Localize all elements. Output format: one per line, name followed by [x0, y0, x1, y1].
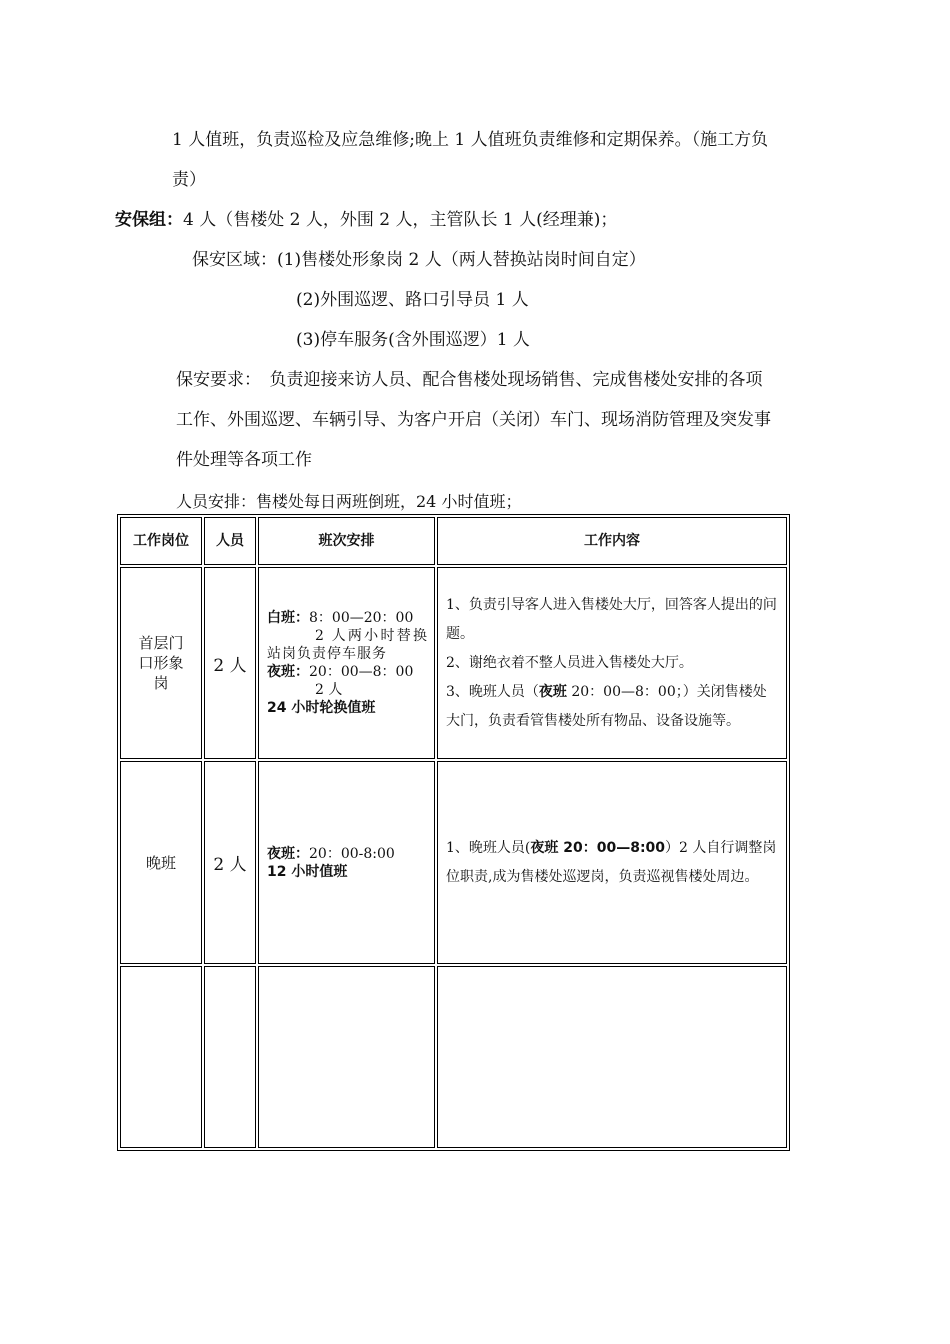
shift-summary: 12 小时值班 — [267, 863, 348, 880]
count-cell: 2 人 — [204, 761, 256, 964]
work-item: 1、负责引导客人进入售楼处大厅，回答客人提出的问题。 — [446, 596, 777, 642]
shift-summary: 24 小时轮换值班 — [267, 700, 376, 716]
post-cell: 首层门口形象岗 — [120, 567, 202, 759]
staffing-line: 人员安排：售楼处每日两班倒班，24 小时值班； — [176, 492, 522, 511]
schedule-table — [117, 514, 790, 1151]
shift-cell — [258, 567, 435, 759]
security-requirement-line-1: 保安要求： 负责迎接来访人员、配合售楼处现场销售、完成售楼处安排的各项 — [176, 370, 763, 390]
shift-cell — [258, 761, 435, 964]
header-count: 人员 — [204, 517, 256, 565]
security-requirement-line-3: 件处理等各项工作 — [176, 450, 312, 470]
security-area-line-3: (3)停车服务(含外围巡逻）1 人 — [296, 330, 530, 350]
work-item: 3、晚班人员（夜班 20：00—8：00；）关闭售楼处大门，负责看管售楼处所有物品、设备设施等。 — [446, 683, 767, 729]
security-group-label: 安保组： — [115, 210, 183, 230]
count-cell — [204, 966, 256, 1148]
night-shift-label: 夜班： — [267, 664, 309, 680]
work-cell — [437, 761, 787, 964]
night-shift-time: 20：00-8:00 — [309, 845, 395, 862]
night-shift-note: 2 人 — [315, 682, 343, 698]
table-row-empty — [120, 966, 787, 1148]
work-item: 1、晚班人员(夜班 20：00—8:00）2 人自行调整岗位职责,成为售楼处巡逻岗，负责巡视售楼处周边。 — [446, 839, 777, 885]
post-cell: 晚班 — [120, 761, 202, 964]
day-shift-time: 8：00—20：00 — [309, 610, 414, 626]
work-item: 2、谢绝衣着不整人员进入售楼处大厅。 — [446, 654, 693, 671]
header-post: 工作岗位 — [120, 517, 202, 565]
security-area-line-2: (2)外围巡逻、路口引导员 1 人 — [296, 290, 529, 310]
paragraph-line: 1 人值班，负责巡检及应急维修;晚上 1 人值班负责维修和定期保养。（施工方负 — [172, 130, 769, 150]
count-cell: 2 人 — [204, 567, 256, 759]
security-group-line — [115, 208, 617, 232]
security-area-line-1: 保安区域：(1)售楼处形象岗 2 人（两人替换站岗时间自定） — [192, 250, 646, 270]
security-group-text: 4 人（售楼处 2 人，外围 2 人，主管队长 1 人(经理兼)； — [183, 210, 618, 230]
work-cell — [437, 966, 787, 1148]
header-work: 工作内容 — [437, 517, 787, 565]
table-row — [120, 567, 787, 759]
work-cell — [437, 567, 787, 759]
shift-cell — [258, 966, 435, 1148]
post-cell — [120, 966, 202, 1148]
day-shift-label: 白班： — [267, 610, 309, 626]
paragraph-line: 责） — [172, 170, 206, 190]
security-requirement-line-2: 工作、外围巡逻、车辆引导、为客户开启（关闭）车门、现场消防管理及突发事 — [176, 410, 771, 430]
night-shift-time: 20：00—8：00 — [309, 664, 414, 680]
table-header-row — [120, 517, 787, 565]
night-shift-label: 夜班： — [267, 845, 309, 862]
table-row — [120, 761, 787, 964]
header-shift: 班次安排 — [258, 517, 435, 565]
day-shift-note: 2 人两小时替换站岗负责停车服务 — [267, 628, 428, 662]
